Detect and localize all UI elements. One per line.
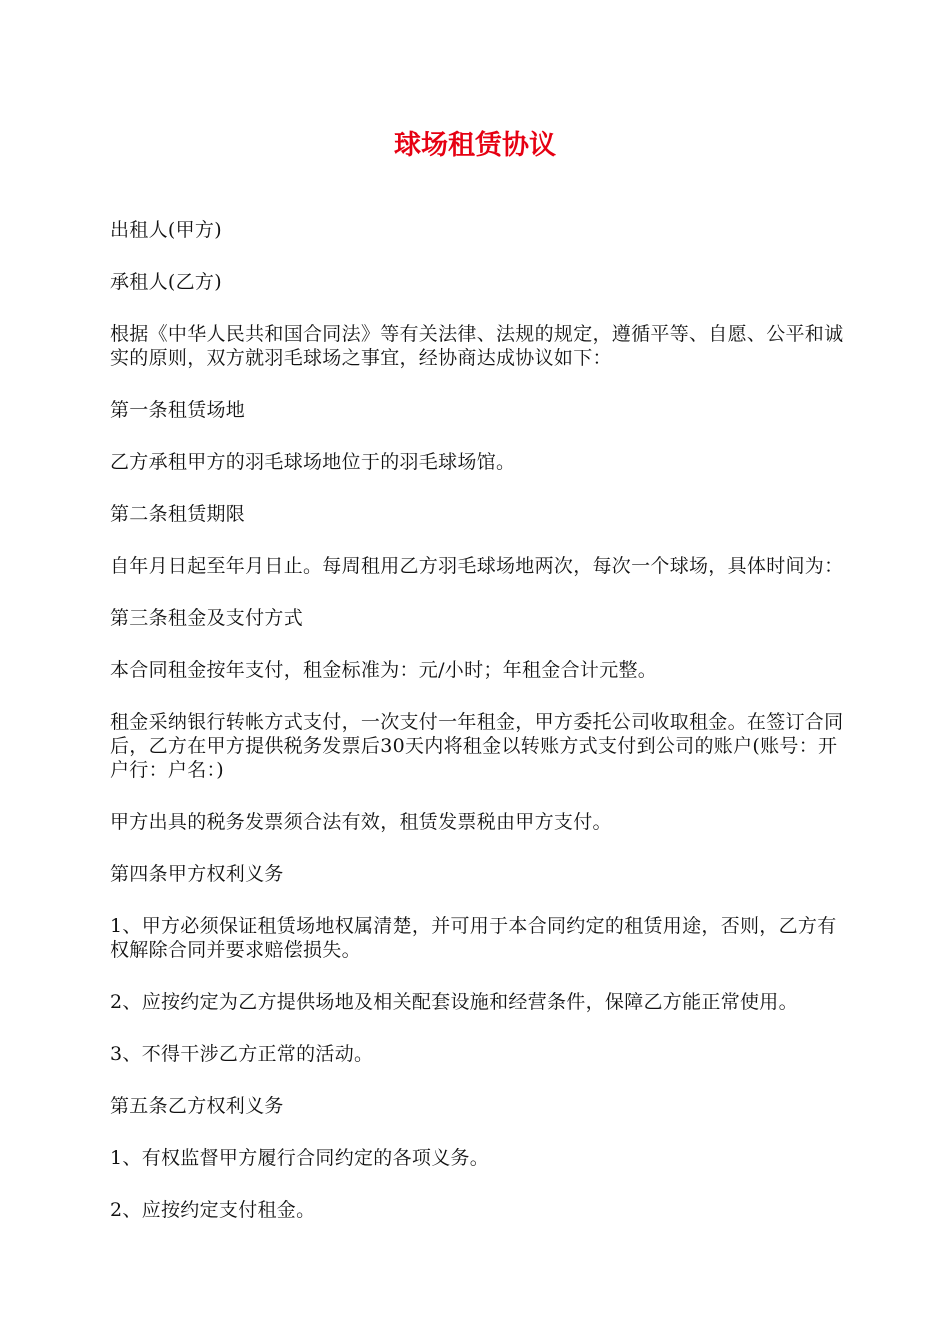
paragraph-article-4-item-1: 1、甲方必须保证租赁场地权属清楚，并可用于本合同约定的租赁用途，否则，乙方有权解除合同并要求赔偿损失。 [110, 915, 837, 961]
paragraph-article-3-invoice: 甲方出具的税务发票须合法有效，租赁发票税由甲方支付。 [110, 811, 612, 833]
paragraph-article-3-payment: 租金采纳银行转帐方式支付，一次支付一年租金，甲方委托公司收取租金。在签订合同后，乙方在甲方提供税务发票后30天内将租金以转账方式支付到公司的账户(账号：开户行：户名：) [110, 711, 844, 781]
paragraph-article-2: 自年月日起至年月日止。每周租用乙方羽毛球场地两次，每次一个球场，具体时间为： [110, 555, 844, 577]
heading-article-2: 第二条租赁期限 [110, 503, 246, 525]
paragraph-article-1: 乙方承租甲方的羽毛球场地位于的羽毛球场馆。 [110, 451, 516, 473]
paragraph-article-4-item-3: 3、不得干涉乙方正常的活动。 [110, 1043, 374, 1065]
document-title: 球场租赁协议 [394, 130, 556, 161]
heading-article-4: 第四条甲方权利义务 [110, 863, 284, 885]
heading-article-1: 第一条租赁场地 [110, 399, 246, 421]
paragraph-lessor: 出租人(甲方) [110, 219, 222, 241]
paragraph-article-4-item-2: 2、应按约定为乙方提供场地及相关配套设施和经营条件，保障乙方能正常使用。 [110, 991, 798, 1013]
paragraph-lessee: 承租人(乙方) [110, 271, 222, 293]
document-body [110, 218, 845, 1250]
heading-article-5: 第五条乙方权利义务 [110, 1095, 284, 1117]
heading-article-3: 第三条租金及支付方式 [110, 607, 304, 629]
paragraph-article-3-rent: 本合同租金按年支付，租金标准为：元/小时；年租金合计元整。 [110, 659, 658, 681]
paragraph-article-5-item-2: 2、应按约定支付租金。 [110, 1199, 316, 1221]
paragraph-article-5-item-1: 1、有权监督甲方履行合同约定的各项义务。 [110, 1147, 490, 1169]
paragraph-preamble: 根据《中华人民共和国合同法》等有关法律、法规的规定，遵循平等、自愿、公平和诚实的原则，双方就羽毛球场之事宜，经协商达成协议如下： [110, 323, 844, 369]
